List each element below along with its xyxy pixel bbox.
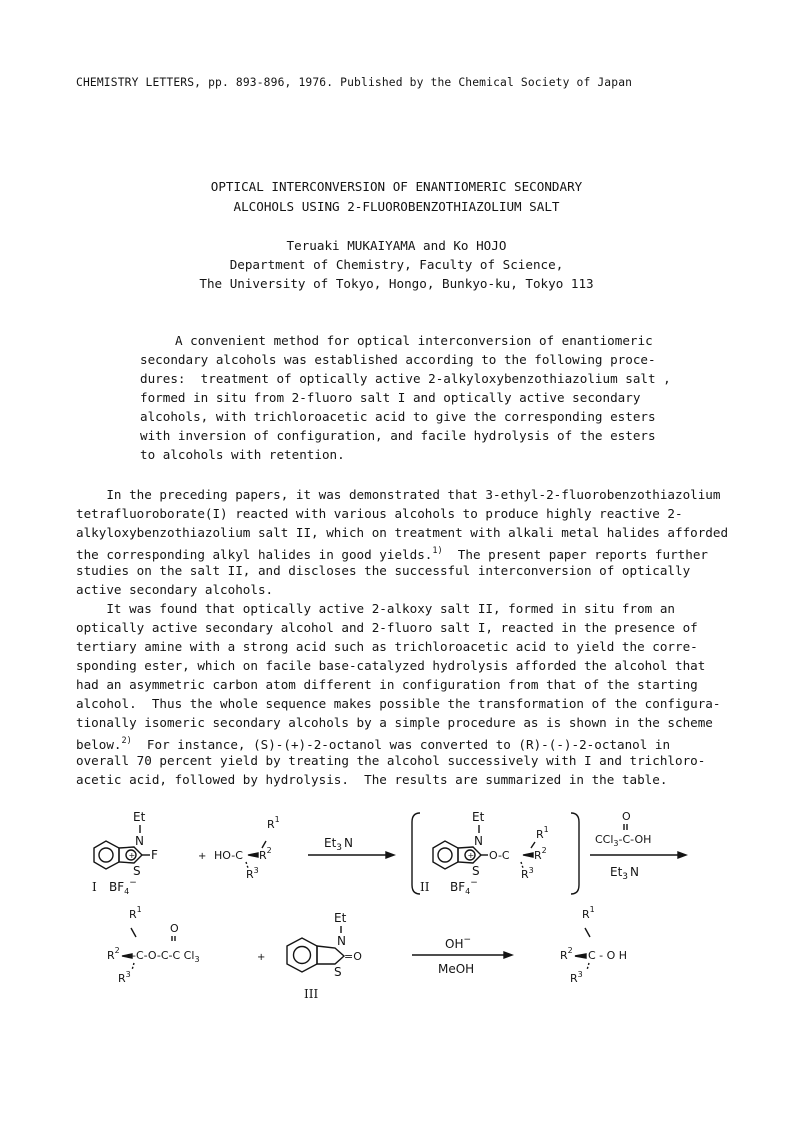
- ester-product: [107, 905, 200, 985]
- triethylamine-label: $Et_3$ N: [324, 836, 354, 853]
- wedge-bond: [523, 853, 533, 857]
- abstract-line: alcohols, with trichloroacetic acid to give the corresponding esters: [140, 409, 656, 424]
- label-I: I: [92, 880, 97, 894]
- arrow-et3n: [308, 836, 394, 858]
- carbonyl-label: =O: [344, 950, 362, 963]
- compound-III: [287, 911, 362, 1001]
- authors: Teruaki MUKAIYAMA and Ko HOJO: [286, 238, 507, 253]
- body-text: below.: [76, 737, 122, 752]
- body-line: sponding ester, which on facile base-catalyzed hydrolysis afforded the alcohol that: [76, 658, 706, 673]
- bracket-close: [571, 813, 579, 894]
- affiliation-line-1: Department of Chemistry, Faculty of Science,: [229, 257, 564, 272]
- r1-label: $R^1$: [267, 815, 280, 831]
- aromatic-circle: [294, 947, 311, 964]
- body-text: The present paper reports further: [442, 547, 708, 562]
- body-line: studies on the salt II, and discloses the successful interconversion of optically: [76, 563, 691, 578]
- r2-label: $R^2$: [560, 946, 573, 962]
- ethyl-label: Et: [133, 810, 146, 824]
- abstract-line: to alcohols with retention.: [140, 447, 345, 462]
- nitrogen-label: N: [474, 834, 483, 848]
- benzene-ring: [94, 841, 119, 869]
- reaction-scheme: [76, 800, 716, 1025]
- benzene-ring: [287, 938, 317, 972]
- ester-chain: -C-O-C-C $Cl_3$: [132, 949, 200, 964]
- aromatic-circle: [438, 848, 452, 862]
- r3-label: $R^3$: [570, 970, 583, 985]
- triethylamine-label: $Et_3$ N: [610, 865, 640, 882]
- reference-2: 2): [121, 736, 132, 746]
- sulfur-label: S: [472, 864, 480, 878]
- hydroxide-label: OH−: [445, 935, 472, 951]
- ether-linkage: O-C: [489, 849, 510, 862]
- compound-II: [420, 810, 549, 896]
- arrow-head: [386, 852, 394, 858]
- bond: [262, 841, 266, 848]
- hydroxy-carbon: HO-C: [214, 849, 243, 862]
- dashed-bond: [132, 963, 134, 970]
- r3-label: $R^3$: [118, 970, 131, 985]
- r1-label: $R^1$: [129, 905, 142, 921]
- wedge-bond: [575, 954, 586, 958]
- bond: [531, 842, 535, 848]
- fluorine-label: F: [151, 848, 158, 862]
- tetrafluoroborate: $BF_4^-$: [109, 878, 137, 896]
- reference-1: 1): [432, 546, 443, 556]
- arrow-trichloroacetic-acid: [590, 810, 686, 882]
- paper-title-line-2: ALCOHOLS USING 2-FLUOROBENZOTHIAZOLIUM SALT: [233, 199, 560, 214]
- secondary-alcohol: [214, 815, 280, 881]
- body-line: In the preceding papers, it was demonstrated that 3-ethyl-2-fluorobenzothiazolium: [76, 487, 721, 502]
- sulfur-label: S: [133, 864, 141, 878]
- carbonyl-oxygen: O: [170, 922, 179, 935]
- abstract-line: secondary alcohols was established according to the following proce-: [140, 352, 656, 367]
- bond: [585, 928, 590, 937]
- methanol-label: MeOH: [438, 962, 475, 976]
- body-line: tertiary amine with a strong acid such as trichloroacetic acid to yield the corre-: [76, 639, 698, 654]
- nitrogen-label: N: [337, 934, 346, 948]
- journal-header: CHEMISTRY LETTERS, pp. 893-896, 1976. Published by the Chemical Society of Japan: [76, 76, 633, 89]
- ethyl-label: Et: [334, 911, 347, 925]
- label-III: III: [304, 987, 319, 1001]
- trichloroacetic-acid: CCl$_3$-C-OH: [595, 833, 652, 848]
- arrow-head: [504, 952, 512, 958]
- r3-label: $R^3$: [246, 866, 259, 881]
- label-II: II: [420, 880, 430, 894]
- affiliation-line-2: The University of Tokyo, Hongo, Bunkyo-ku, Tokyo 113: [199, 276, 594, 291]
- thiazole-ring: [317, 946, 344, 964]
- r3-label: $R^3$: [521, 866, 534, 881]
- r1-label: $R^1$: [536, 825, 549, 841]
- nitrogen-label: N: [135, 834, 144, 848]
- r2-label: $R^2$: [107, 946, 120, 962]
- r1-label: $R^1$: [582, 905, 595, 921]
- r2-label: $R^2$: [534, 846, 547, 862]
- plus-sign: +: [198, 851, 207, 862]
- wedge-bond: [122, 954, 132, 958]
- body-text: the corresponding alkyl halides in good yields.: [76, 547, 433, 562]
- body-line: tetrafluoroborate(I) reacted with various alcohols to produce highly reactive 2-: [76, 506, 683, 521]
- abstract-line: with inversion of configuration, and facile hydrolysis of the esters: [140, 428, 656, 443]
- hydroxy-carbon: C - O H: [588, 949, 628, 962]
- body-line: alkyloxybenzothiazolium salt II, which on treatment with alkali metal halides afforded: [76, 525, 729, 540]
- plus-charge: +: [467, 851, 475, 860]
- ethyl-label: Et: [472, 810, 485, 824]
- body-line: tionally isomeric secondary alcohols by a simple procedure as is shown in the scheme: [76, 715, 713, 730]
- sulfur-label: S: [334, 965, 342, 979]
- paper-title-line-1: OPTICAL INTERCONVERSION OF ENANTIOMERIC SECONDARY: [210, 179, 583, 194]
- bracket-open: [412, 813, 420, 894]
- arrow-head: [678, 852, 686, 858]
- bond: [131, 928, 136, 937]
- abstract-line: A convenient method for optical interconversion of enantiomeric: [175, 333, 653, 348]
- body-line: optically active secondary alcohol and 2-fluoro salt I, reacted in the presence of: [76, 620, 698, 635]
- body-line: had an asymmetric carbon atom different in configuration from that of the starting: [76, 677, 698, 692]
- wedge-bond: [248, 853, 258, 857]
- body-text: For instance, (S)-(+)-2-octanol was converted to (R)-(-)-2-octanol in: [131, 737, 671, 752]
- aromatic-circle: [99, 848, 113, 862]
- plus-sign: +: [257, 952, 266, 963]
- benzene-ring: [433, 841, 458, 869]
- dashed-bond: [587, 963, 589, 970]
- compound-I: [92, 810, 158, 896]
- arrow-hydrolysis: [412, 935, 512, 976]
- body-line: overall 70 percent yield by treating the alcohol successively with I and trichloro-: [76, 753, 706, 768]
- body-line: active secondary alcohols.: [76, 582, 274, 597]
- body-line: alcohol. Thus the whole sequence makes possible the transformation of the configura-: [76, 696, 721, 711]
- carbonyl-oxygen: O: [622, 810, 631, 823]
- abstract-line: dures: treatment of optically active 2-alkyloxybenzothiazolium salt ,: [140, 371, 671, 386]
- inverted-alcohol: [560, 905, 627, 985]
- abstract-line: formed in situ from 2-fluoro salt I and optically active secondary: [140, 390, 641, 405]
- body-line: It was found that optically active 2-alkoxy salt II, formed in situ from an: [76, 601, 675, 616]
- tetrafluoroborate: $BF_4^-$: [450, 878, 478, 896]
- plus-charge: +: [128, 851, 136, 860]
- body-line: acetic acid, followed by hydrolysis. The results are summarized in the table.: [76, 772, 668, 787]
- r2-label: $R^2$: [259, 846, 272, 862]
